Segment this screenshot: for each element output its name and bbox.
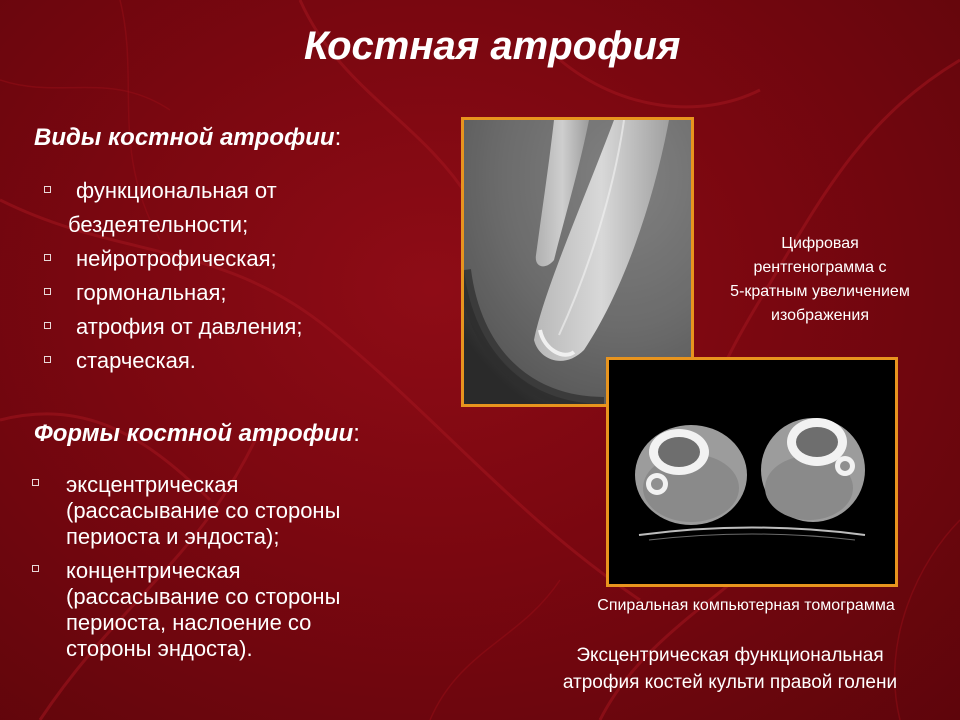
list-item-text: гормональная; [76,280,227,305]
ct-image [606,357,898,587]
list-item [44,344,444,378]
forms-heading-colon: : [353,420,360,447]
list-item-text: эксцентрическая [66,472,239,497]
list-item [44,310,444,344]
slide-title: Костная атрофия [304,24,681,68]
square-bullet-icon [44,356,51,363]
list-item-text: периоста и эндоста); [66,524,280,549]
types-heading-text: Виды костной атрофии [34,124,335,151]
ct-caption: Спиральная компьютерная томограмма [597,597,895,614]
square-bullet-icon [44,288,51,295]
list-item-continuation [44,208,444,242]
square-bullet-icon [32,479,39,486]
list-item-text: атрофия от давления; [76,314,303,339]
forms-list [32,472,442,670]
list-item [44,242,444,276]
list-item [32,472,442,550]
list-item-text: старческая. [76,348,196,373]
list-item-text: стороны эндоста). [66,636,253,661]
xray-caption-line: рентгенограмма с [753,259,887,276]
list-item [44,174,444,208]
main-caption [500,642,960,696]
ct-illustration [609,360,895,584]
square-bullet-icon [44,254,51,261]
list-item-text: (рассасывание со стороны [66,584,341,609]
xray-caption-line: Цифровая [781,235,859,252]
list-item [32,558,442,662]
list-item-text: бездеятельности; [68,212,249,237]
xray-caption [690,232,950,328]
xray-caption-line: 5-кратным увеличением [730,283,910,300]
main-caption-line: Эксцентрическая функциональная [576,645,884,666]
xray-caption-line: изображения [771,307,869,324]
square-bullet-icon [44,322,51,329]
main-caption-line: атрофия костей культи правой голени [562,672,898,693]
forms-heading [34,420,360,448]
types-list [44,174,444,378]
list-item-text: нейротрофическая; [76,246,277,271]
square-bullet-icon [32,565,39,572]
types-heading [34,124,341,152]
list-item-text: концентрическая [66,558,241,583]
list-item-text: функциональная от [76,178,277,203]
forms-heading-text: Формы костной атрофии [34,420,354,447]
list-item [44,276,444,310]
list-item-text: периоста, наслоение со [66,610,312,635]
square-bullet-icon [44,186,51,193]
types-heading-colon: : [334,124,342,151]
list-item-text: (рассасывание со стороны [66,498,341,523]
